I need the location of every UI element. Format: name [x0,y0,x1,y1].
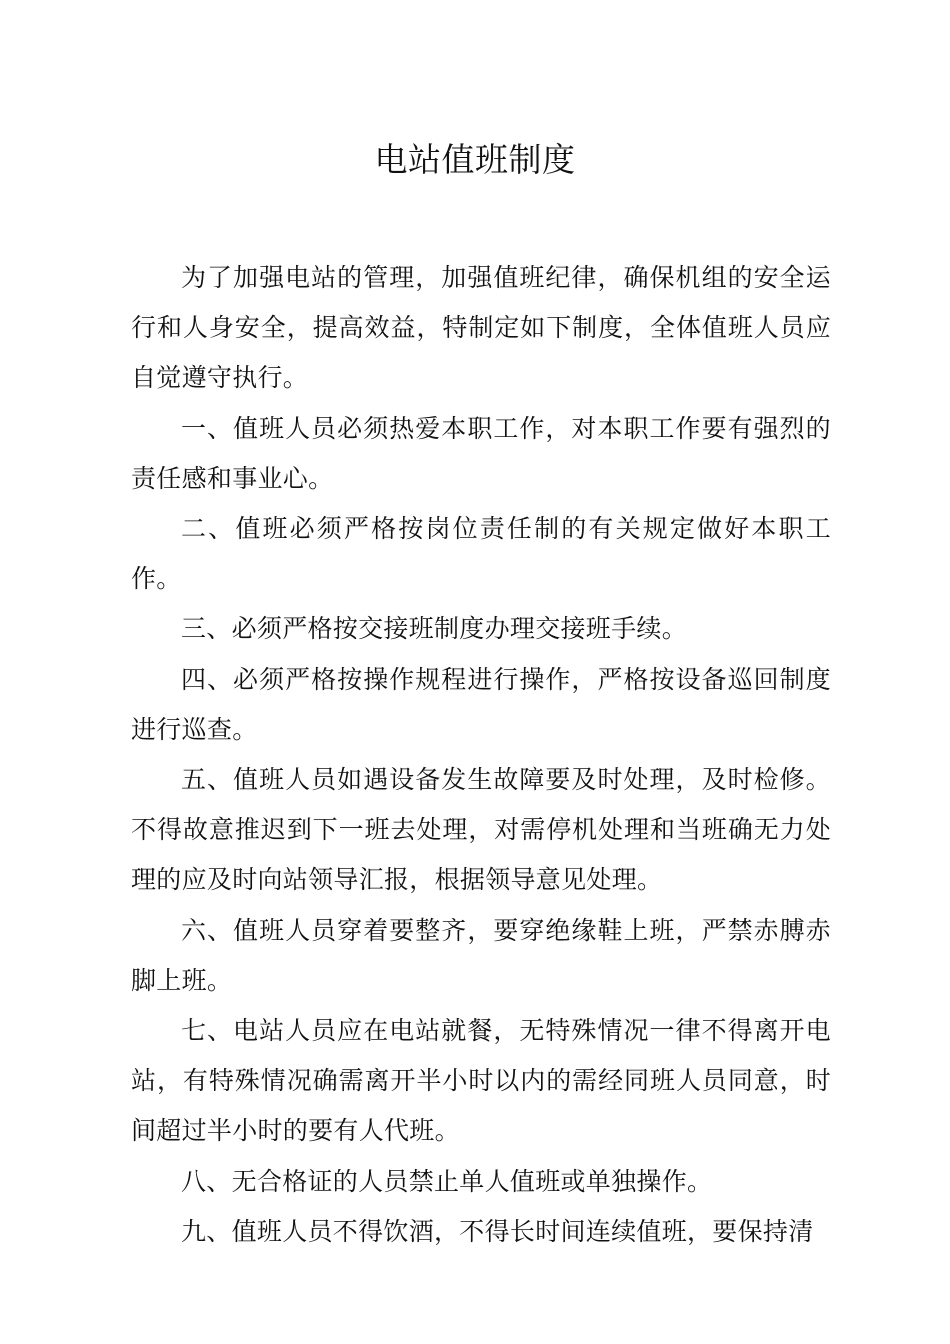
paragraph-rule-4: 四、必须严格按操作规程进行操作，严格按设备巡回制度进行巡查。 [131,664,831,744]
paragraph-rule-1: 一、值班人员必须热爱本职工作，对本职工作要有强烈的责任感和事业心。 [131,413,831,493]
paragraph-rule-8: 八、无合格证的人员禁止单人值班或单独操作。 [181,1166,713,1196]
document-body [131,253,831,1257]
paragraph-rule-7: 七、电站人员应在电站就餐，无特殊情况一律不得离开电站，有特殊情况确需离开半小时以内的需经同班人员同意，时间超过半小时的要有人代班。 [131,1016,831,1146]
paragraph-rule-3: 三、必须严格按交接班制度办理交接班手续。 [181,614,688,644]
paragraph-rule-6: 六、值班人员穿着要整齐，要穿绝缘鞋上班，严禁赤膊赤脚上班。 [131,915,831,995]
paragraph-rule-9: 九、值班人员不得饮酒，不得长时间连续值班，要保持清 [181,1216,814,1246]
paragraph-intro: 为了加强电站的管理，加强值班纪律，确保机组的安全运行和人身安全，提高效益，特制定如下制度，全体值班人员应自觉遵守执行。 [131,263,831,393]
document-title: 电站值班制度 [374,140,576,179]
paragraph-rule-5: 五、值班人员如遇设备发生故障要及时处理，及时检修。不得故意推迟到下一班去处理，对需停机处理和当班确无力处理的应及时向站领导汇报，根据领导意见处理。 [131,765,831,895]
paragraph-rule-2: 二、值班必须严格按岗位责任制的有关规定做好本职工作。 [131,514,831,594]
